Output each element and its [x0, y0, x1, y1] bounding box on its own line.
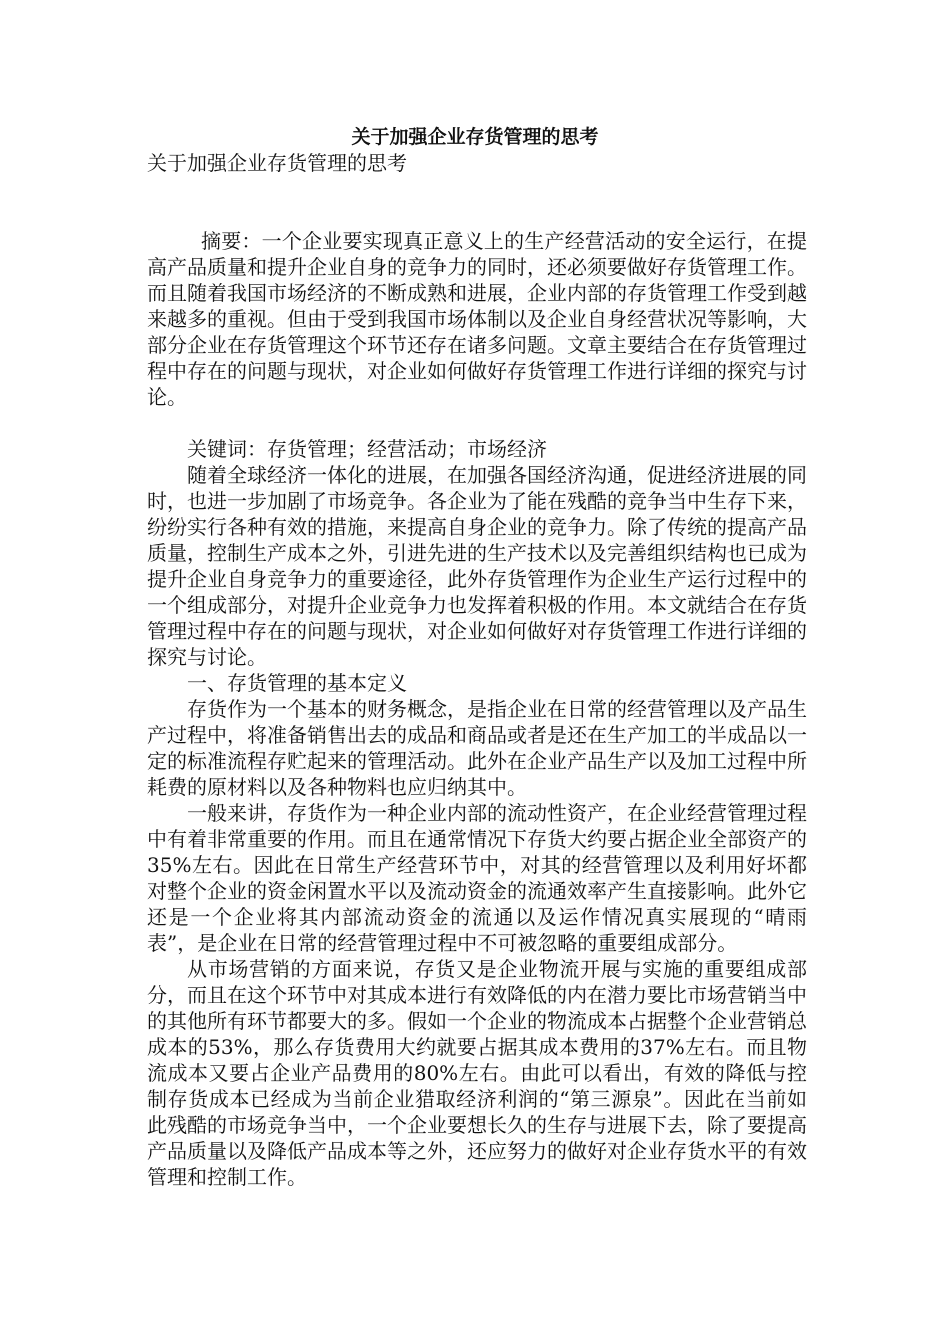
body-paragraph: 存货作为一个基本的财务概念，是指企业在日常的经营管理以及产品生产过程中，将准备销售出去的成品和商品或者是还在生产加工的半成品以一定的标准流程存贮起来的管理活动。此外在企业产品生产以及加工过程中所耗费的原材料以及各种物料也应归纳其中。	[147, 697, 807, 799]
document-title: 关于加强企业存货管理的思考	[351, 126, 599, 148]
body-paragraph: 从市场营销的方面来说，存货又是企业物流开展与实施的重要组成部分，而且在这个环节中对其成本进行有效降低的内在潜力要比市场营销当中的其他所有环节都要大的多。假如一个企业的物流成本占据整个企业营销总成本的53%，那么存货费用大约就要占据其成本费用的37%左右。而且物流成本又要占企业产品费用的80%左右。由此可以看出，有效的降低与控制存货成本已经成为当前企业猎取经济利润的“第三源泉”。因此在当前如此残酷的市场竞争当中，一个企业要想长久的生存与进展下去，除了要提高产品质量以及降低产品成本等之外，还应努力的做好对企业存货水平的有效管理和控制工作。	[147, 957, 807, 1189]
body-paragraph: 一般来讲，存货作为一种企业内部的流动性资产，在企业经营管理过程中有着非常重要的作用。而且在通常情况下存货大约要占据企业全部资产的35%左右。因此在日常生产经营环节中，对其的经营管理以及利用好坏都对整个企业的资金闲置水平以及流动资金的流通效率产生直接影响。此外它还是一个企业将其内部流动资金的流通以及运作情况真实展现的“晴雨表”，是企业在日常的经营管理过程中不可被忽略的重要组成部分。	[147, 801, 807, 955]
keywords-line: 关键词：存货管理；经营活动；市场经济	[187, 437, 547, 461]
document-body	[147, 150, 807, 1190]
section-heading: 一、存货管理的基本定义	[187, 671, 407, 695]
document-subtitle: 关于加强企业存货管理的思考	[147, 151, 407, 175]
intro-paragraph: 随着全球经济一体化的进展，在加强各国经济沟通，促进经济进展的同时，也进一步加剧了市场竞争。各企业为了能在残酷的竞争当中生存下来，纷纷实行各种有效的措施，来提高自身企业的竞争力。除了传统的提高产品质量，控制生产成本之外，引进先进的生产技术以及完善组织结构也已成为提升企业自身竞争力的重要途径，此外存货管理作为企业生产运行过程中的一个组成部分，对提升企业竞争力也发挥着积极的作用。本文就结合在存货管理过程中存在的问题与现状，对企业如何做好对存货管理工作进行详细的探究与讨论。	[147, 463, 807, 669]
abstract-paragraph: 摘要：一个企业要实现真正意义上的生产经营活动的安全运行，在提高产品质量和提升企业自身的竞争力的同时，还必须要做好存货管理工作。而且随着我国市场经济的不断成熟和进展，企业内部的存货管理工作受到越来越多的重视。但由于受到我国市场体制以及企业自身经营状况等影响，大部分企业在存货管理这个环节还存在诸多问题。文章主要结合在存货管理过程中存在的问题与现状，对企业如何做好存货管理工作进行详细的探究与讨论。	[147, 229, 807, 409]
